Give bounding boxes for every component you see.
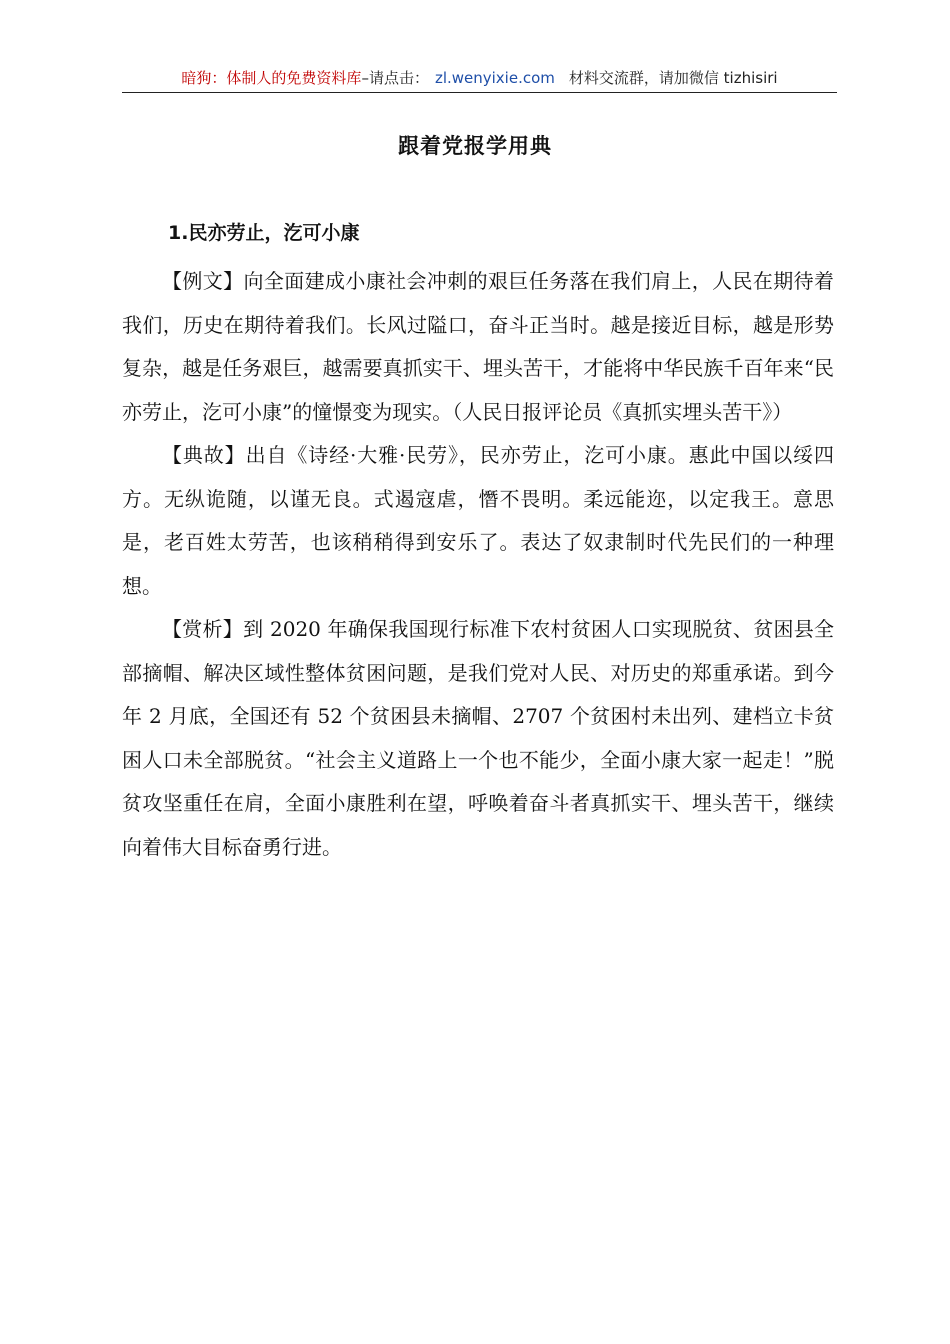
allusion-label: 【典故】 bbox=[162, 443, 246, 467]
example-text: 向全面建成小康社会冲刺的艰巨任务落在我们肩上，人民在期待着我们，历史在期待着我们。长风过隘口，奋斗正当时。越是接近目标，越是形势复杂，越是任务艰巨，越需要真抓实干、埋头苦干，才能将中华民族千百年来“民亦劳止，汔可小康”的憧憬变为现实。（人民日报评论员《真抓实埋头苦干》） bbox=[122, 269, 834, 424]
header-brand: 暗狗：体制人的免费资料库 bbox=[181, 69, 362, 87]
header-url-link[interactable]: zl.wenyixie.com bbox=[434, 69, 555, 87]
example-paragraph bbox=[122, 260, 834, 434]
header-prompt: –请点击： bbox=[361, 69, 429, 87]
page-header bbox=[122, 64, 837, 93]
analysis-label: 【赏析】 bbox=[162, 617, 244, 641]
analysis-text: 到 2020 年确保我国现行标准下农村贫困人口实现脱贫、贫困县全部摘帽、解决区域性整体贫困问题，是我们党对人民、对历史的郑重承诺。到今年 2 月底，全国还有 52 个贫困县未摘帽、2707 个贫困村未出列、建档立卡贫困人口未全部脱贫。“社会主义道路上一个也不能少，全面小康大家一起走！”脱贫攻坚重任在肩，全面小康胜利在望，呼唤着奋斗者真抓实干、埋头苦干，继续向着伟大目标奋勇行进。 bbox=[122, 617, 835, 859]
analysis-paragraph bbox=[122, 608, 834, 869]
document-title: 跟着党报学用典 bbox=[398, 133, 552, 158]
section-body bbox=[122, 260, 834, 869]
section-heading: 1.民亦劳止，汔可小康 bbox=[168, 222, 360, 244]
header-wechat-note: 材料交流群，请加微信 tizhisiri bbox=[568, 69, 778, 87]
example-label: 【例文】 bbox=[162, 269, 244, 293]
allusion-text: 出自《诗经·大雅·民劳》，民亦劳止，汔可小康。惠此中国以绥四方。无纵诡随，以谨无良。式遏寇虐，憯不畏明。柔远能迩，以定我王。意思是，老百姓太劳苦，也该稍稍得到安乐了。表达了奴隶制时代先民们的一种理想。 bbox=[122, 443, 835, 598]
allusion-paragraph bbox=[122, 434, 834, 608]
